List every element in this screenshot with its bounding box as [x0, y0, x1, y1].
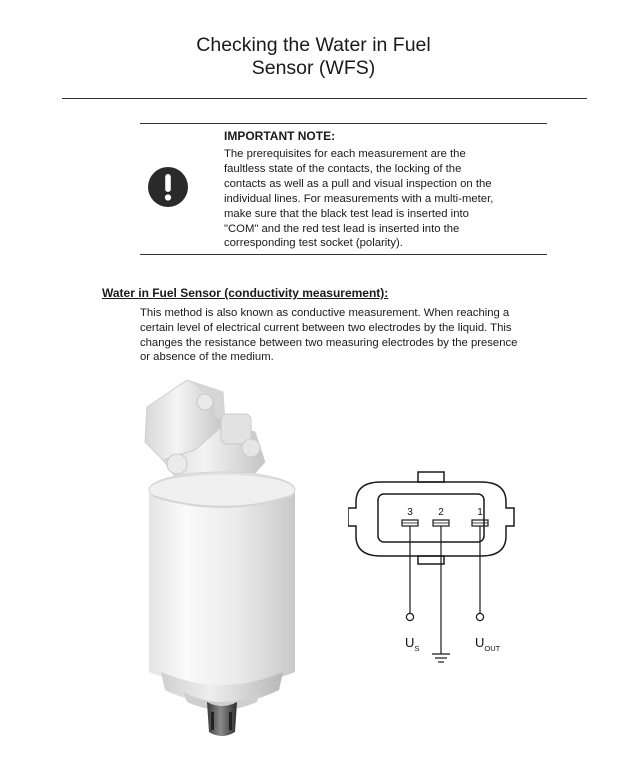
- pin-housing: [378, 494, 484, 542]
- water-in-fuel-sensor-image: [125, 372, 315, 752]
- pin-label-3: 3: [407, 507, 413, 518]
- section-body: [140, 306, 580, 365]
- label-uout: $U_{OUT}$: [475, 635, 501, 653]
- connector-pinout-diagram: [348, 468, 533, 668]
- page-title-line-2: Sensor (WFS): [251, 57, 376, 79]
- note-line: contacts as well as a pull and visual inspection on the: [224, 177, 492, 190]
- connector-latch: [418, 472, 444, 482]
- note-heading: IMPORTANT NOTE:: [224, 129, 336, 143]
- page-title-line-1: Checking the Water in Fuel: [196, 34, 431, 56]
- connector-key: [418, 556, 444, 564]
- label-us: $U_S$: [405, 635, 420, 653]
- terminal-uout: [476, 613, 483, 620]
- note-line: "COM" and the red test lead is inserted into the: [224, 222, 460, 235]
- note-line: corresponding test socket (polarity).: [224, 237, 403, 250]
- section-line: changes the resistance between two measuring electrodes by the presence: [140, 336, 518, 349]
- note-line: individual lines. For measurements with a multi-meter,: [224, 192, 494, 205]
- section-line: certain level of electrical current between two electrodes by the liquid. This: [140, 321, 512, 334]
- note-body: [224, 147, 542, 251]
- terminal-us: [406, 613, 413, 620]
- note-line: faultless state of the contacts, the locking of the: [224, 162, 462, 175]
- note-line: make sure that the black test lead is inserted into: [224, 207, 469, 220]
- pin-label-1: 1: [477, 507, 483, 518]
- note-line: The prerequisites for each measurement are the: [224, 148, 466, 160]
- section-line: This method is also known as conductive measurement. When reaching a: [140, 307, 510, 319]
- section-heading: Water in Fuel Sensor (conductivity measurement):: [102, 286, 389, 300]
- section-line: or absence of the medium.: [140, 351, 274, 364]
- page-title: [0, 34, 627, 80]
- important-note-box: [140, 123, 547, 255]
- exclamation-icon: [147, 166, 189, 208]
- connector-housing: [348, 482, 514, 556]
- pin-label-2: 2: [438, 507, 444, 518]
- title-divider: [62, 98, 587, 99]
